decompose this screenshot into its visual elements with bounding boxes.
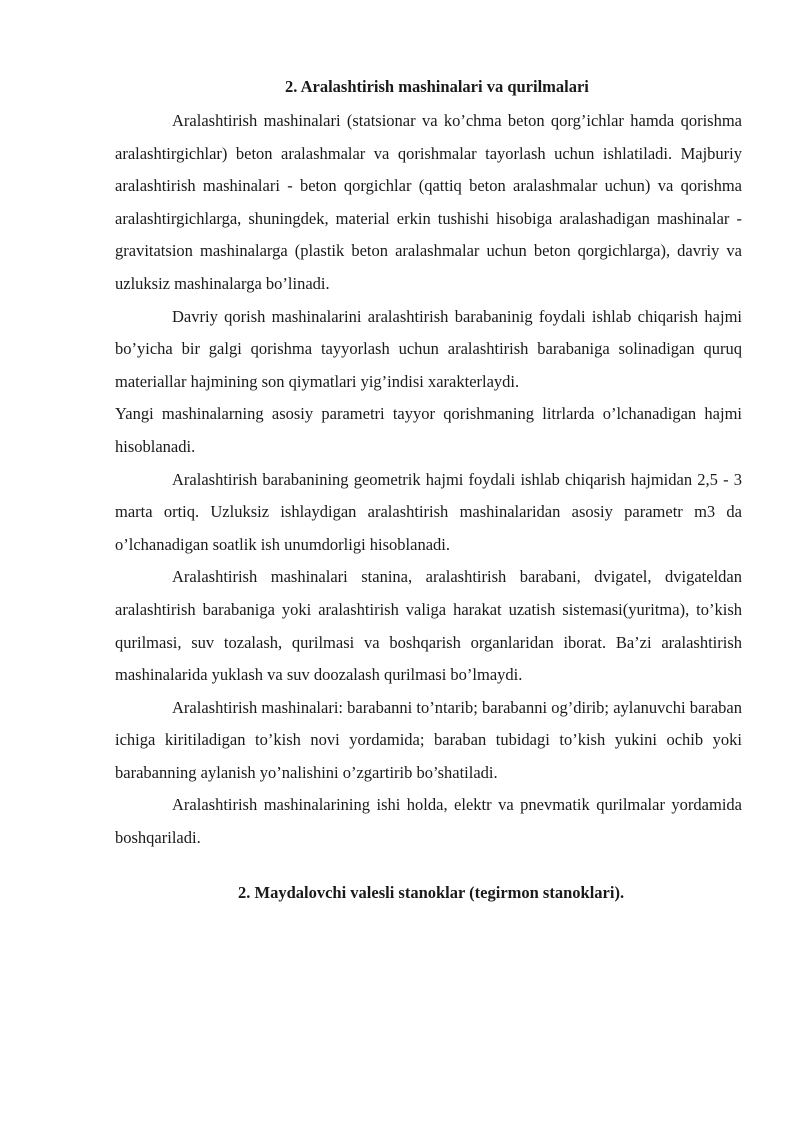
paragraph-geometric-volume: Aralashtirish barabanining geometrik hajmi foydali ishlab chiqarish hajmidan 2,5 - 3 marta ortiq. Uzluksiz ishlaydigan aralashtirish mashinalaridan asosiy parametr m3 da o’lchanadigan soatlik ish unumdorligi hisoblanadi.	[115, 469, 742, 554]
section-heading-next: 2. Maydalovchi valesli stanoklar (tegirmon stanoklari).	[238, 882, 625, 902]
paragraph-unloading: Aralashtirish mashinalari: barabanni to’ntarib; barabanni og’dirib; aylanuvchi baraban ichiga kiritiladigan to’kish novi yordamida; baraban tubidagi to’kish yukini ochib yoki barabanning aylanish yo’nalishini o’zgartirib bo’shatiladi.	[115, 697, 742, 782]
paragraph-control: Aralashtirish mashinalarining ishi holda, elektr va pnevmatik qurilmalar yordamida boshqariladi.	[115, 795, 742, 848]
section-heading: 2. Aralashtirish mashinalari va qurilmalari	[285, 77, 589, 96]
paragraph-batch-volume: Davriy qorish mashinalarini aralashtirish barabaninig foydali ishlab chiqarish hajmi bo’yicha bir galgi qorishma tayyorlash uchun aralashtirish barabaniga solinadigan quruq materiallar hajmining son qiymatlari yig’indisi xarakterlaydi.	[115, 306, 742, 391]
paragraph-main-parameter: Yangi mashinalarning asosiy parametri tayyor qorishmaning litrlarda o’lchanadigan hajmi hisoblanadi.	[115, 404, 742, 456]
paragraph-mixer-types: Aralashtirish mashinalari (statsionar va ko’chma beton qorg’ichlar hamda qorishma aralashtirgichlar) beton aralashmalar va qorishmalar tayorlash uchun ishlatiladi. Majburiy aralashtirish mashinalari - beton qorgichlar (qattiq beton aralashmalar uchun) va qorishma aralashtirgichlarga, shuningdek, material erkin tushishi hisobiga aralashadigan mashinalar - gravitatsion mashinalarga (plastik beton aralashmalar uchun beton qorgichlarga), davriy va uzluksiz mashinalarga bo’linadi.	[115, 111, 742, 293]
paragraph-components: Aralashtirish mashinalari stanina, aralashtirish barabani, dvigatel, dvigateldan aralashtirish barabaniga yoki aralashtirish valiga harakat uzatish sistemasi(yuritma), to’kish qurilmasi, suv tozalash, qurilmasi va boshqarish organlaridan iborat. Ba’zi aralashtirish mashinalarida yuklash va suv doozalash qurilmasi bo’lmaydi.	[115, 567, 742, 685]
document-page	[115, 73, 742, 907]
